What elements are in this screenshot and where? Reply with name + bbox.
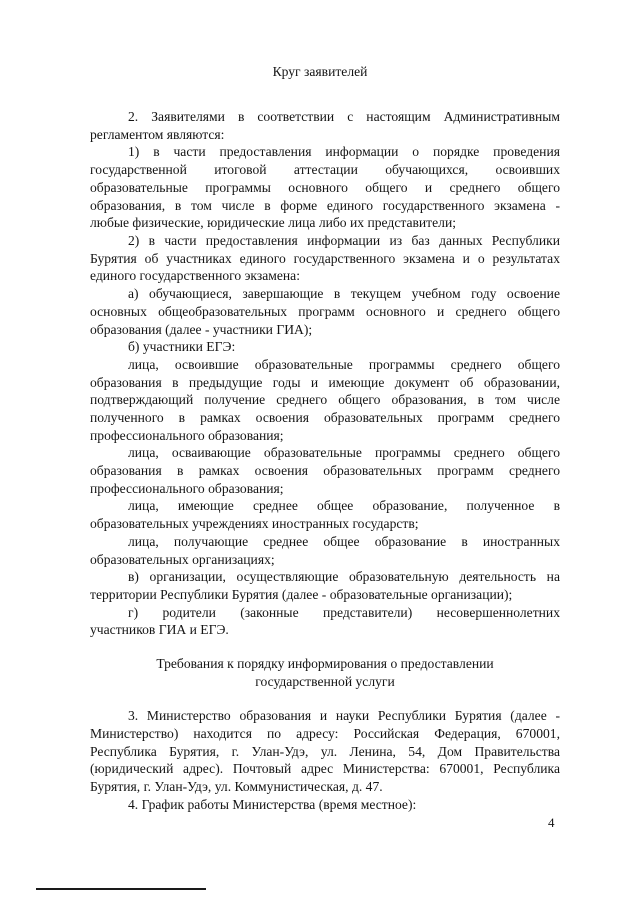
paragraph-line: профессионального образования; [90, 481, 284, 496]
paragraph-line: б) участники ЕГЭ: [128, 339, 236, 354]
paragraph-line: а) обучающиеся, завершающие в текущем учебном году освоение [128, 286, 560, 301]
paragraph-line: Бурятия, г. Улан-Удэ, ул. Коммунистическая, д. 47. [90, 779, 383, 794]
paragraph-line: единого государственного экзамена: [90, 268, 300, 283]
paragraph-line: лица, осваивающие образовательные программы среднего общего [128, 445, 560, 460]
heading-informing-requirements-line: государственной услуги [255, 674, 395, 689]
paragraph-line: территории Республики Бурятия (далее - образовательные организации); [90, 587, 513, 602]
paragraph-line: в) организации, осуществляющие образовательную деятельность на [128, 569, 560, 584]
paragraph-line: государственной итоговой аттестации обучающихся, освоивших [90, 162, 560, 177]
paragraph-line: участников ГИА и ЕГЭ. [90, 622, 229, 637]
paragraph-line: полученного в рамках освоения образовательных программ среднего [90, 410, 560, 425]
paragraph-line: подтверждающий получение среднего общего образования, в том числе [90, 392, 560, 407]
paragraph-line: профессионального образования; [90, 428, 284, 443]
paragraph-line: образования (далее - участники ГИА); [90, 322, 313, 337]
footer-rule [36, 888, 206, 890]
paragraph-line: образовательных учреждениях иностранных государств; [90, 516, 419, 531]
paragraph-line: лица, освоившие образовательные программы среднего общего [128, 357, 560, 372]
paragraph-line: 1) в части предоставления информации о порядке проведения [128, 144, 560, 159]
paragraph-line: 3. Министерство образования и науки Республики Бурятия (далее - [128, 708, 560, 723]
paragraph-line: лица, получающие среднее общее образование в иностранных [128, 534, 560, 549]
paragraph-line: Министерство) находится по адресу: Российская Федерация, 670001, [90, 726, 560, 741]
paragraph-line: регламентом являются: [90, 127, 225, 142]
paragraph-line: Бурятия об участниках единого государственного экзамена и о результатах [90, 251, 560, 266]
paragraph-line: Республика Бурятия, г. Улан-Удэ, ул. Ленина, 54, Дом Правительства [90, 744, 560, 759]
page-number: 4 [548, 815, 555, 830]
paragraph-line: образовательные программы основного общего и среднего общего [90, 180, 560, 195]
paragraph-line: лица, имеющие среднее общее образование, полученное в [128, 498, 560, 513]
paragraph-line: основных общеобразовательных программ основного и среднего общего [90, 304, 560, 319]
paragraph-line: г) родители (законные представители) несовершеннолетних [128, 605, 560, 620]
heading-informing-requirements-line: Требования к порядку информирования о предоставлении [156, 656, 494, 671]
paragraph-line: образования в предыдущие годы и имеющие документ об образовании, [90, 375, 560, 390]
paragraph-line: 2) в части предоставления информации из баз данных Республики [128, 233, 560, 248]
heading-applicants: Круг заявителей [272, 64, 368, 79]
paragraph-line: образования в рамках освоения образовательных программ среднего [90, 463, 560, 478]
paragraph-line: образования, в том числе в форме единого государственного экзамена - [90, 198, 560, 213]
paragraph-line: 4. График работы Министерства (время местное): [128, 797, 417, 812]
paragraph-line: любые физические, юридические лица либо их представители; [90, 215, 456, 230]
paragraph-line: 2. Заявителями в соответствии с настоящим Административным [128, 109, 560, 124]
paragraph-line: образовательных организациях; [90, 552, 275, 567]
paragraph-line: (юридический адрес). Почтовый адрес Министерства: 670001, Республика [90, 761, 560, 776]
